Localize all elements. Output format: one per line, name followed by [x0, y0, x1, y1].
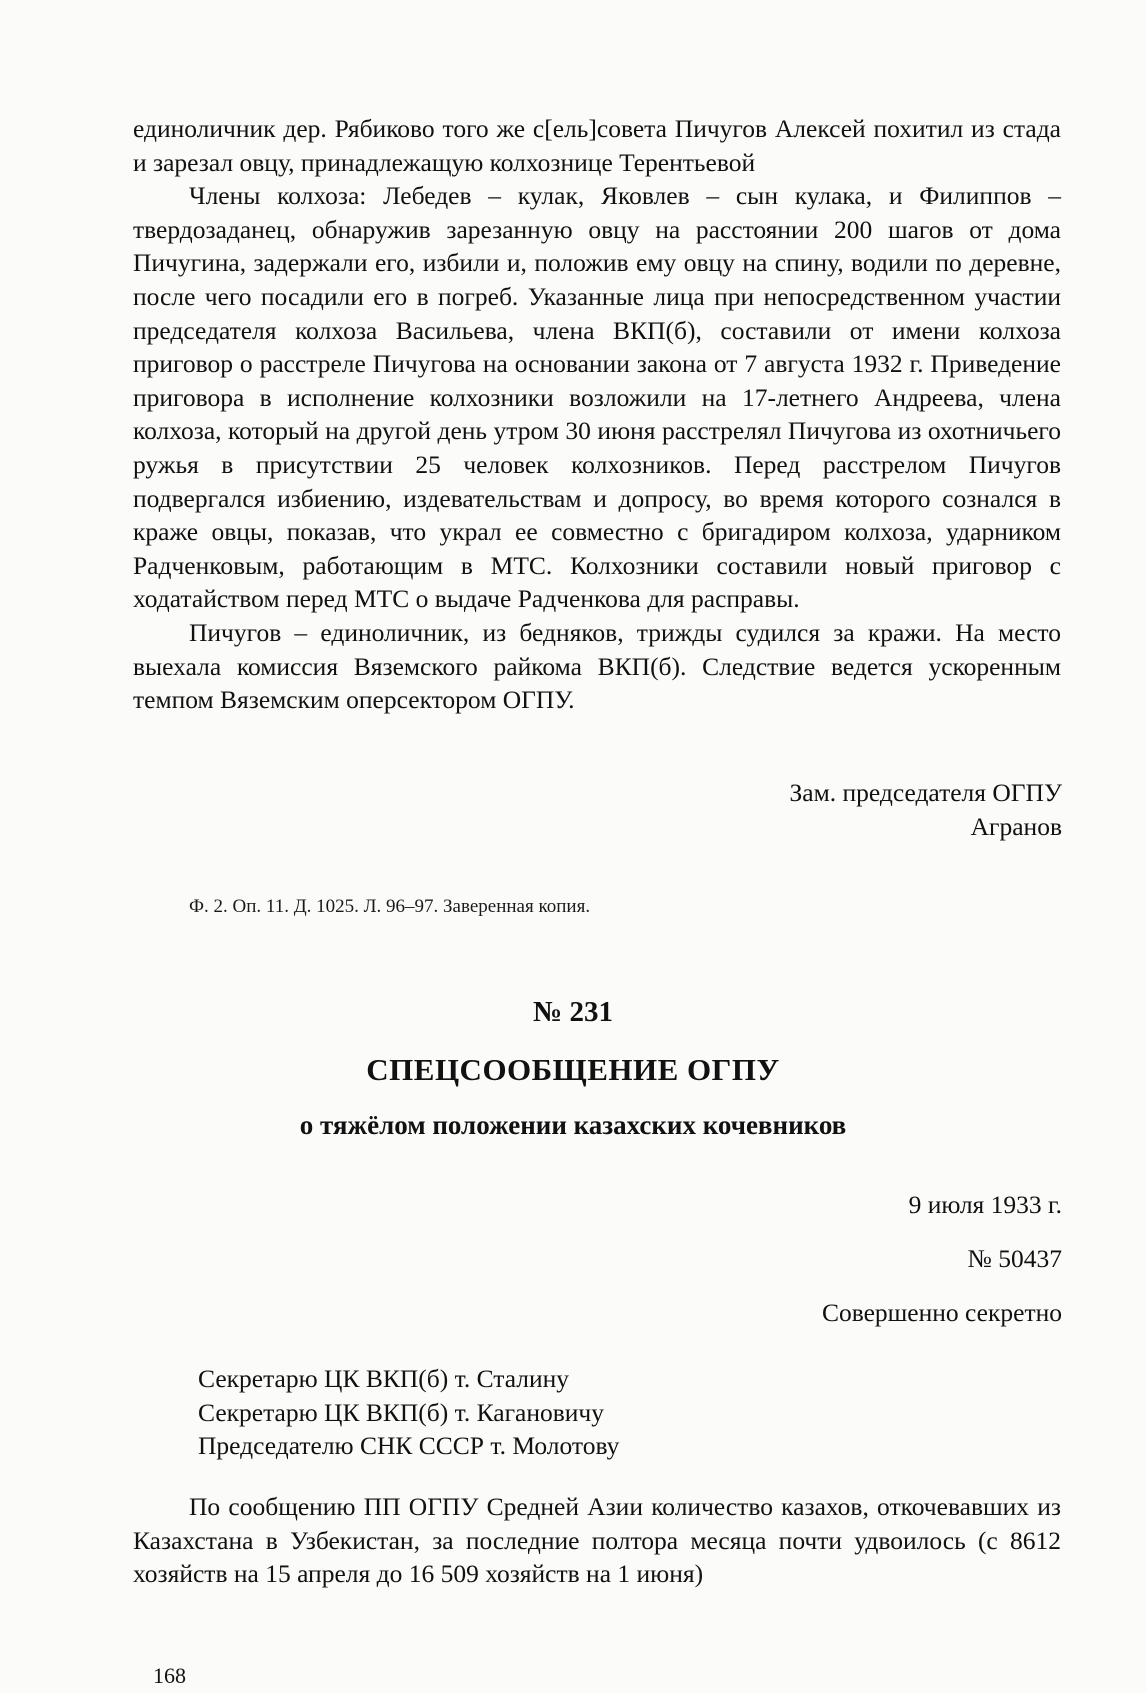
- recipient: Секретарю ЦК ВКП(б) т. Кагановичу: [198, 1397, 605, 1427]
- paragraph-continuation: единоличник дер. Рябиково того же с[ель]совета Пичугов Алексей похитил из стада и зарезал овцу, принадлежащую колхознице Терентьевой: [133, 114, 1061, 177]
- paragraph-investigation: Пичугов – единоличник, из бедняков, трижды судился за кражи. На место выехала комиссия Вяземского райкома ВКП(б). Следствие ведется ускоренным темпом Вяземским оперсектором ОГПУ.: [133, 617, 1061, 715]
- paragraph-lynching-account: Члены колхоза: Лебедев – кулак, Яковлев – сын кулака, и Филиппов – твердозаданец, обнаружив зарезанную овцу на расстоянии 200 шагов от дома Пичугина, задержали его, избили и, положив ему овцу на спину, водили по деревне, после чего посадили его в погреб. Указанные лица при непосредственном участии председателя колхоза Васильева, члена ВКП(б), составили от имени колхоза приговор о расстреле Пичугова на основании закона от 7 августа 1932 г. Приведение приговора в исполнение колхозники возложили на 17-летнего Андреева, члена колхоза, который на другой день утром 30 июня расстрелял Пичугова из охотничьего ружья в присутствии 25 человек колхозников. Перед расстрелом Пичугов подвергался избиению, издевательствам и допросу, во время которого сознался в краже овцы, показав, что украл ее совместно с бригадиром колхоза, ударником Радченковым, работающим в МТС. Колхозники составили новый приговор с ходатайством перед МТС о выдаче Радченкова для расправы.: [133, 181, 1061, 614]
- paragraph-closing: По сообщению ПП ОГПУ Средней Азии количество казахов, откочевавших из Казахстана в Узбекистан, за последние полтора месяца почти удвоилось (с 8612 хозяйств на 15 апреля до 16 509 хозяйств на 1 июня): [133, 1492, 1061, 1589]
- recipients-list: [198, 1362, 619, 1463]
- archive-reference: Ф. 2. Оп. 11. Д. 1025. Л. 96–97. Заверенная копия.: [189, 896, 591, 917]
- document-subtitle: о тяжёлом положении казахских кочевников: [299, 1110, 847, 1140]
- document-reg-number: № 50437: [967, 1244, 1062, 1273]
- document-title: СПЕЦСООБЩЕНИЕ ОГПУ: [366, 1052, 780, 1087]
- signature-block: [790, 776, 1063, 843]
- document-number: № 231: [533, 996, 613, 1028]
- recipient: Председателю СНК СССР т. Молотову: [198, 1431, 620, 1461]
- preceding-document-body: [133, 112, 1061, 717]
- page-number: 168: [153, 1663, 186, 1688]
- closing-text: [133, 1490, 1061, 1591]
- classification-label: Совершенно секретно: [821, 1298, 1062, 1327]
- signature-name: Агранов: [970, 811, 1062, 841]
- document-date: 9 июля 1933 г.: [908, 1190, 1062, 1219]
- signature-position: Зам. председателя ОГПУ: [789, 778, 1062, 807]
- recipient: Секретарю ЦК ВКП(б) т. Сталину: [198, 1364, 570, 1393]
